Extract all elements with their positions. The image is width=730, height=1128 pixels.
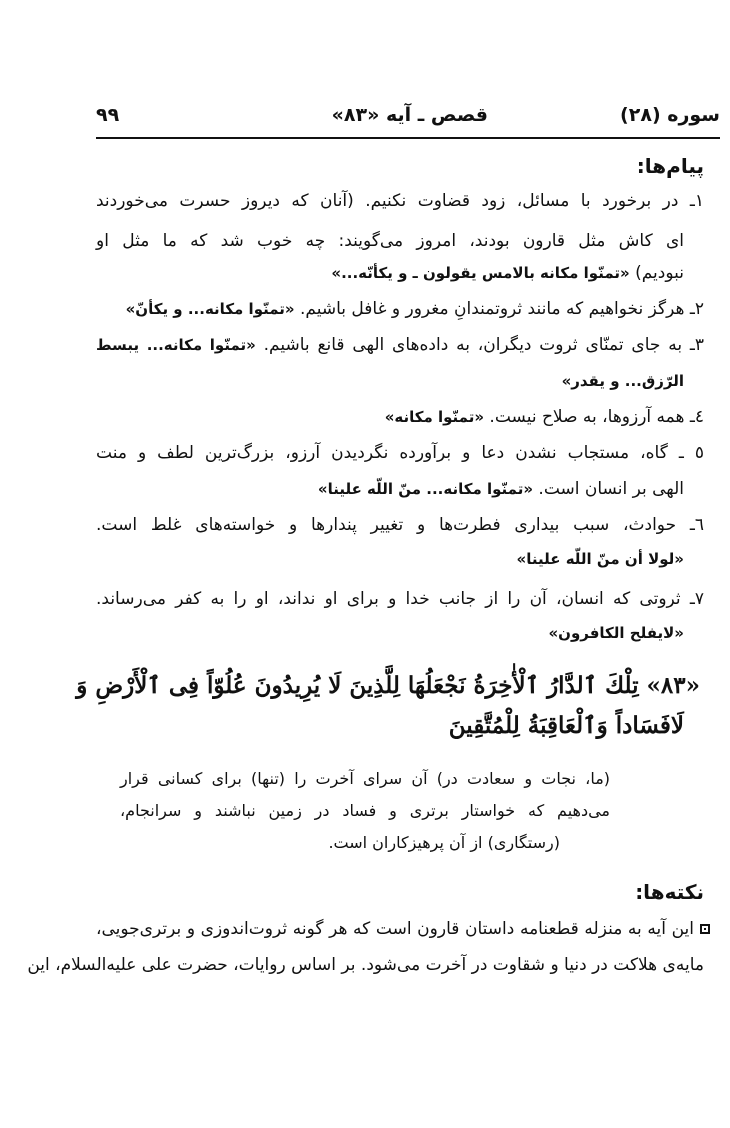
sura-label: سوره (۲۸) (620, 104, 720, 126)
message-line: نبودیم) «تمنّوا مکانه بالامس یقولون ـ و یکأنّه...» (331, 263, 684, 283)
quran-reference: «تمنّوا مکانه... یبسط (96, 336, 256, 354)
header-rule (96, 137, 720, 139)
translation-line: (ما، نجات و سعادت در) آن سرای آخرت را (تنها) برای کسانی قرار (120, 769, 610, 788)
notes-heading: نکته‌ها: (635, 880, 704, 904)
message-line (96, 366, 684, 398)
message-line (96, 618, 684, 650)
page-number: ۹۹ (96, 104, 120, 126)
quran-reference: «تمنّوا مکانه بالامس یقولون ـ و یکأنّه...» (331, 264, 630, 282)
square-bullet-icon (700, 924, 710, 934)
message-line: ای کاش مثل قارون بودند، امروز می‌گویند: چه خوب شد که ما مثل او (96, 231, 684, 251)
quran-reference: «تمنّوا مکانه... و یکأنّ» (125, 300, 295, 318)
message-line: الهی بر انسان است. «تمنّوا مکانه... منّ اللّه علینا» (317, 479, 684, 499)
message-line: ۲ـ هرگز نخواهیم که مانند ثروتمندانِ مغرور و غافل باشیم. «تمنّوا مکانه... و یکأنّ» (125, 299, 704, 319)
quran-reference: «لایفلح الکافرون» (548, 624, 684, 642)
message-line: ٤ـ همه آرزوها، به صلاح نیست. «تمنّوا مکانه» (384, 407, 704, 427)
section-title: قصص ـ آیه «۸۳» (331, 104, 488, 126)
quran-reference: الرّزق... و یقدر» (561, 372, 684, 390)
verse-line-1: «۸۳» تِلْكَ ٱلدَّارُ ٱلْأٰخِرَةُ نَجْعَلُهَا لِلَّذِينَ لَا يُرِيدُونَ عُلُوّاً فِى ٱلْأَرْضِ وَ (76, 672, 700, 699)
quran-reference: «لولا أن منّ اللّه علینا» (516, 550, 684, 568)
translation-line: (رستگاری) از آن پرهیزکاران است. (328, 833, 560, 852)
message-line: ۷ـ ثروتی که انسان، آن را از جانب خدا و برای او نداند، او را به کفر می‌رساند. (96, 589, 704, 609)
messages-heading: پیام‌ها: (636, 154, 704, 178)
message-line: ۱ـ در برخورد با مسائل، زود قضاوت نکنیم. (آنان که دیروز حسرت می‌خوردند (96, 191, 704, 211)
note-line: مایه‌ی هلاکت در دنیا و شقاوت در آخرت می‌شود. بر اساس روایات، حضرت علی علیه‌السلام، این (27, 955, 704, 975)
quran-reference: «تمنّوا مکانه... منّ اللّه علینا» (317, 480, 534, 498)
translation-line: می‌دهیم که خواستار برتری و فساد در زمین نباشند و سرانجام، (120, 801, 610, 820)
verse-line-2: لَافَسَاداً وَٱلْعَاقِبَةُ لِلْمُتَّقِينَ (448, 712, 684, 739)
message-line (96, 544, 684, 576)
note-line: این آیه به منزله قطعنامه داستان قارون است که هر گونه ثروت‌اندوزی و برتری‌جویی، (96, 914, 710, 946)
message-line: ۳ـ به جای تمنّای ثروت دیگران، به داده‌های الهی قانع باشیم. «تمنّوا مکانه... یبسط (96, 335, 704, 355)
running-header (96, 104, 720, 134)
quran-reference: «تمنّوا مکانه» (384, 408, 485, 426)
message-line: ٥ ـ گاه، مستجاب نشدن دعا و برآورده نگردیدن آرزو، بزرگ‌ترین لطف و منت (96, 443, 704, 463)
message-line: ٦ـ حوادث، سبب بیداری فطرت‌ها و تغییر پندارها و خواسته‌های غلط است. (96, 515, 704, 535)
